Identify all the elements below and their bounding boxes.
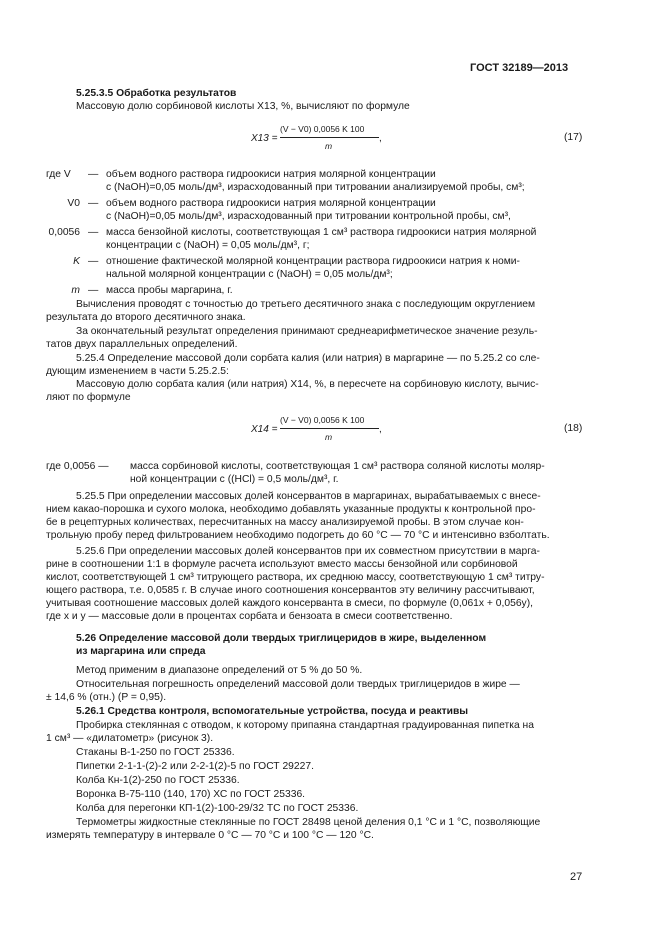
section-heading-5-26-line2: из маргарина или спреда — [76, 646, 206, 657]
def18-line1: масса сорбиновой кислоты, соответствующая 1 см³ раствора соляной кислоты моляр- — [130, 461, 545, 472]
paragraph-line: кислот, соответствующей 1 см³ титрующего раствора, их среднюю массу, соответствующую 1 см³ титру- — [46, 572, 545, 583]
paragraph-line: Относительная погрешность определений массовой доли твердых триглицеридов в жире — — [76, 679, 520, 690]
formula-18-numerator: (V − V0) 0,0056 K 100 — [280, 415, 365, 425]
paragraph-intro-x13: Массовую долю сорбиновой кислоты X13, %, вычисляют по формуле — [76, 101, 410, 112]
paragraph-line: где x и y — массовые доли в процентах сорбата и бензоата в смеси соответственно. — [46, 611, 453, 622]
document-header: ГОСТ 32189—2013 — [470, 62, 569, 74]
paragraph-line: результата до второго десятичного знака. — [46, 312, 246, 323]
paragraph-line: 5.25.5 При определении массовых долей консервантов в маргаринах, вырабатываемых с внесе- — [76, 491, 541, 502]
paragraph-line: нием какао-порошка и сухого молока, необходимо добавлять указанные продукты к контрольной про- — [46, 504, 536, 515]
paragraph-line: Термометры жидкостные стеклянные по ГОСТ 28498 ценой деления 0,1 °С и 1 °С, позволяющие — [76, 817, 541, 828]
def-symbol-m: m — [71, 285, 80, 296]
paragraph-line: 5.25.4 Определение массовой доли сорбата калия (или натрия) в маргарине — по 5.25.2 со сле- — [76, 353, 540, 364]
def-k-line1: отношение фактической молярной концентрации раствора гидроокиси натрия к номи- — [106, 256, 520, 267]
def-dash: — — [88, 169, 99, 180]
def-dash: — — [88, 285, 99, 296]
paragraph-line: ющего раствора, т.е. 0,0585 г. В случае иного соотношения консервантов эту величину рассчитывают, — [46, 585, 535, 596]
paragraph-line: трольную пробу перед фильтрованием необходимо подогреть до 60 °С — 70 °С и интенсивно взболтать. — [46, 530, 550, 541]
paragraph-line: дующим изменением в части 5.25.2.5: — [46, 366, 229, 377]
paragraph-line: ± 14,6 % (отн.) (P = 0,95). — [46, 692, 167, 703]
def-v0-line1: объем водного раствора гидроокиси натрия молярной концентрации — [106, 198, 436, 209]
def-symbol-v: где V — [46, 169, 71, 180]
def-0-0056-line2: концентрации с (NaOH) = 0,05 моль/дм³, г; — [106, 240, 310, 251]
section-heading-5-25-3-5: 5.25.3.5 Обработка результатов — [76, 88, 237, 99]
list-item: Воронка В-75-110 (140, 170) ХС по ГОСТ 25336. — [76, 789, 306, 800]
section-heading-5-26-1: 5.26.1 Средства контроля, вспомогательные устройства, посуда и реактивы — [76, 706, 469, 717]
def-m-line1: масса пробы маргарина, г. — [106, 285, 233, 296]
list-item: Колба для перегонки КП-1(2)-100-29/32 ТС по ГОСТ 25336. — [76, 803, 359, 814]
paragraph-line: ляют по формуле — [46, 392, 131, 403]
list-item: Стаканы В-1-250 по ГОСТ 25336. — [76, 747, 235, 758]
def-v0-line2: с (NaOH)=0,05 моль/дм³, израсходованный при титровании контрольной пробы, см³, — [106, 211, 511, 222]
formula-17-fraction-bar — [280, 137, 379, 138]
formula-17-denominator: m — [325, 141, 333, 151]
def18-line2: ной концентрации с ((HCl) = 0,5 моль/дм³, г. — [130, 474, 339, 485]
formula-17-lhs: X13 = — [251, 133, 278, 144]
def-symbol-0-0056: 0,0056 — [48, 227, 80, 238]
def-v-line1: объем водного раствора гидроокиси натрия молярной концентрации — [106, 169, 436, 180]
paragraph-line: Метод применим в диапазоне определений от 5 % до 50 %. — [76, 665, 363, 676]
section-heading-5-26-line1: 5.26 Определение массовой доли твердых триглицеридов в жире, выделенном — [76, 633, 487, 644]
def-symbol-k: K — [73, 256, 80, 267]
page-number: 27 — [570, 871, 583, 883]
def-dash: — — [88, 227, 99, 238]
equation-number-17: (17) — [564, 132, 583, 143]
paragraph-line: За окончательный результат определения принимают среднеарифметическое значение резуль- — [76, 326, 538, 337]
list-item: Колба Кн-1(2)-250 по ГОСТ 25336. — [76, 775, 240, 786]
def-symbol-v0: V0 — [67, 198, 80, 209]
def-k-line2: нальной молярной концентрации с (NaOH) = 0,05 моль/дм³; — [106, 269, 393, 280]
equation-number-18: (18) — [564, 423, 583, 434]
paragraph-line: бе в рецептурных количествах, пересчитанных на массу анализируемой пробы. В этом случае кон- — [46, 517, 524, 528]
formula-17-numerator: (V − V0) 0,0056 K 100 — [280, 124, 365, 134]
paragraph-line: учитывая соотношение массовых долей каждого консерванта в смеси, по формуле (0,061x + 0,056y), — [46, 598, 533, 609]
formula-18-denominator: m — [325, 432, 333, 442]
def18-symbol: где 0,0056 — — [46, 461, 109, 472]
paragraph-line: Пробирка стеклянная с отводом, к которому припаяна стандартная градуированная пипетка на — [76, 720, 534, 731]
formula-18-lhs: X14 = — [251, 424, 278, 435]
def-dash: — — [88, 256, 99, 267]
def-dash: — — [88, 198, 99, 209]
paragraph-line: 5.25.6 При определении массовых долей консервантов при их совместном присутствии в марга- — [76, 546, 540, 557]
paragraph-line: татов двух параллельных определений. — [46, 339, 238, 350]
paragraph-line: 1 см³ — «дилатометр» (рисунок 3). — [46, 733, 214, 744]
paragraph-line: Вычисления проводят с точностью до третьего десятичного знака с последующим округлением — [76, 299, 536, 310]
def-v-line2: с (NaOH)=0,05 моль/дм³, израсходованный при титровании анализируемой пробы, см³; — [106, 182, 525, 193]
paragraph-line: рине в соотношении 1:1 в формуле расчета используют вместо массы бензойной или сорбиновой — [46, 559, 518, 570]
paragraph-line: Массовую долю сорбата калия (или натрия) X14, %, в пересчете на сорбиновую кислоту, вычис- — [76, 379, 539, 390]
list-item: Пипетки 2-1-1-(2)-2 или 2-2-1(2)-5 по ГОСТ 29227. — [76, 761, 314, 772]
def-0-0056-line1: масса бензойной кислоты, соответствующая 1 см³ раствора гидроокиси натрия молярной — [106, 227, 537, 238]
paragraph-line: измерять температуру в интервале 0 °С — 70 °С и 100 °С — 120 °С. — [46, 830, 374, 841]
formula-18-fraction-bar — [280, 428, 379, 429]
